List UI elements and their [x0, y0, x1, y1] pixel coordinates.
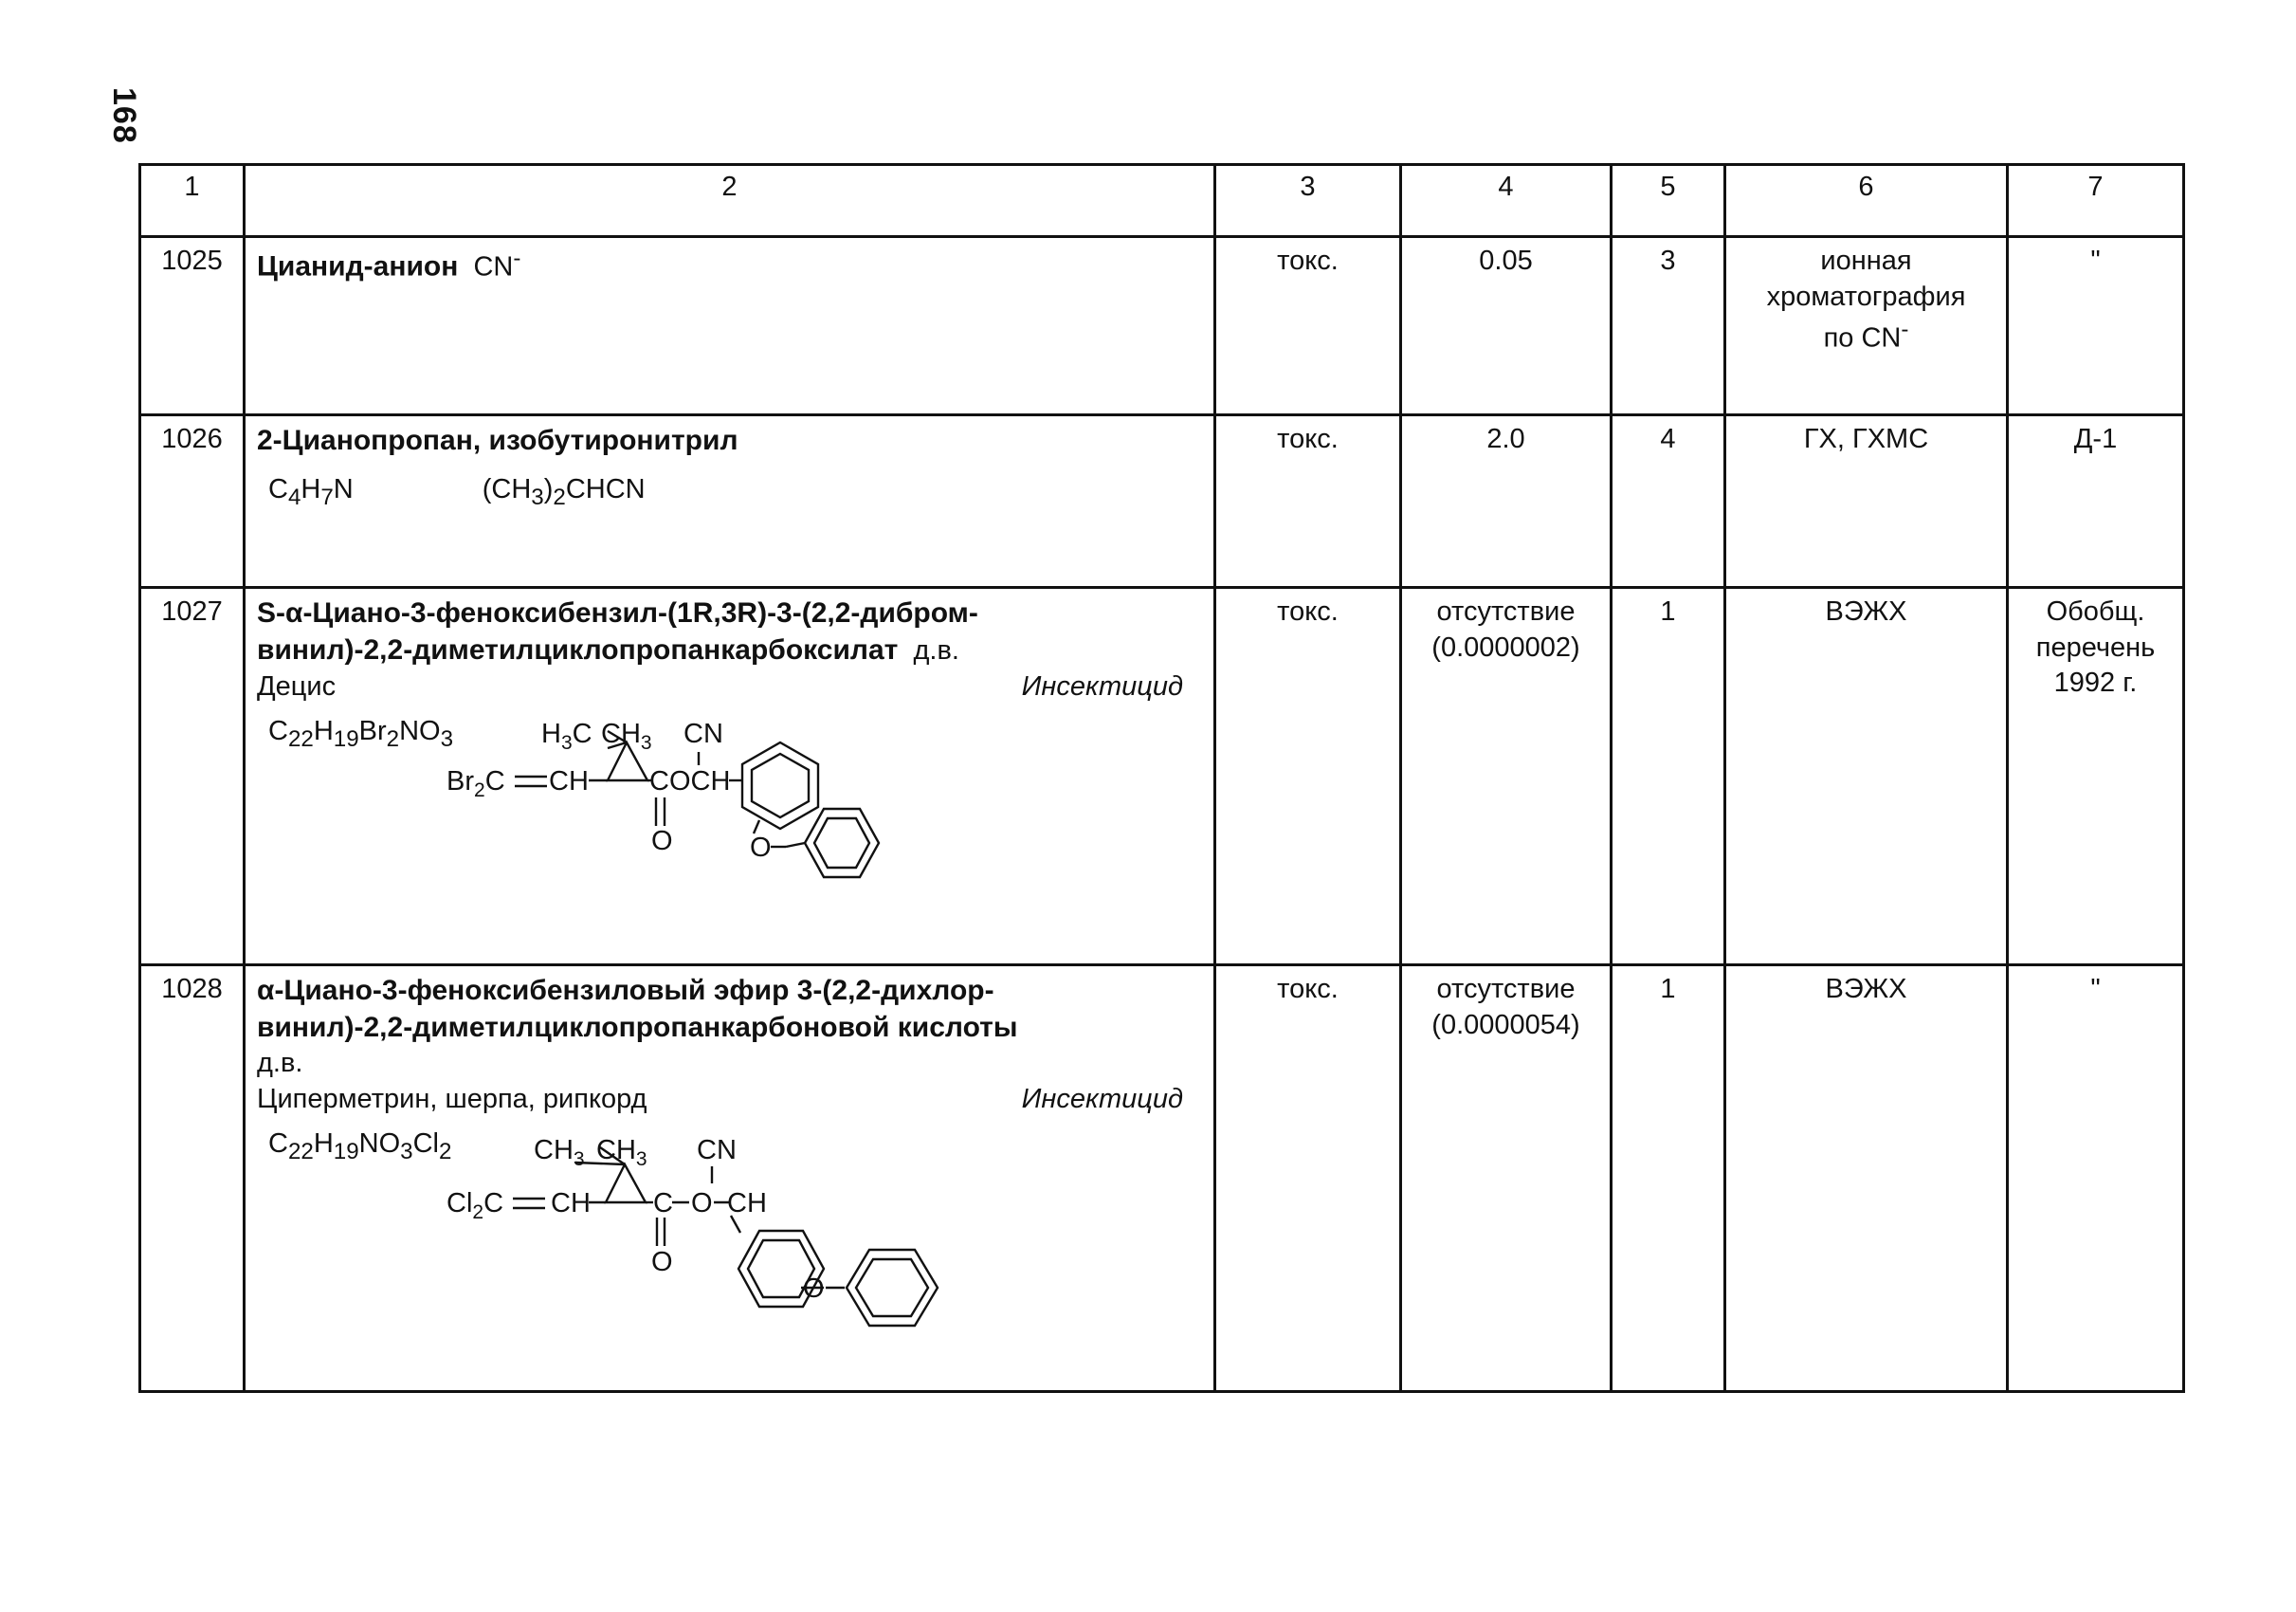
trade-name-row — [257, 1082, 1202, 1118]
method-line-2: хроматография — [1766, 281, 1966, 312]
header-cell-4: 4 — [1401, 165, 1612, 237]
norm-value-cell — [1401, 588, 1612, 965]
trade-name: Децис — [257, 670, 337, 702]
svg-text:CH: CH — [727, 1188, 767, 1219]
substance-cell — [245, 965, 1215, 1392]
substance-name: Цианид-анион — [257, 250, 459, 283]
method-cell: ВЭЖХ — [1725, 588, 2008, 965]
svg-text:CH3: $CH_3$ — [534, 1135, 585, 1171]
table-row-1027 — [140, 588, 2184, 965]
class-cell: 4 — [1612, 415, 1725, 588]
brutto-formula: $C_{22}H_{19}NO_3Cl_2$ — [268, 1128, 452, 1165]
hazard-class-cell: токс. — [1215, 415, 1401, 588]
svg-text:O: O — [750, 833, 772, 864]
substance-name-line-2: винил)-2,2-диметилциклопропанкарбоновой кислоты — [257, 1012, 1018, 1043]
norm-value-line-2: (0.0000054) — [1431, 1009, 1580, 1040]
brutto-formula: $C_{22}H_{19}Br_2NO_3$ — [268, 716, 454, 753]
method-ion: по CN — [1823, 323, 1902, 355]
ion-charge: - — [513, 246, 521, 271]
svg-text:COCH: COCH — [649, 766, 731, 797]
substance-name: 2-Цианопропан, изобутиронитрил — [257, 425, 738, 456]
row-number: 1027 — [140, 588, 245, 965]
method-line-1: ионная — [1820, 246, 1912, 276]
data-table — [138, 163, 2185, 1393]
substance-cell — [245, 588, 1215, 965]
header-cell-5: 5 — [1612, 165, 1725, 237]
method-cell: ГХ, ГХМС — [1725, 415, 2008, 588]
svg-text:Cl2C: $Cl_2C$ — [446, 1188, 504, 1224]
svg-text:CN: CN — [697, 1135, 737, 1166]
svg-text:O: O — [691, 1188, 713, 1219]
ion-formula: CN — [473, 251, 514, 283]
row-number: 1025 — [140, 237, 245, 415]
norm-value-cell — [1401, 965, 1612, 1392]
header-cell-7: 7 — [2008, 165, 2184, 237]
method-cell — [1725, 237, 2008, 415]
svg-text:Br2C: $Br_2C$ — [446, 766, 505, 802]
table-row-1028 — [140, 965, 2184, 1392]
hazard-class-cell: токс. — [1215, 237, 1401, 415]
header-cell-6: 6 — [1725, 165, 2008, 237]
formula-line — [257, 472, 1202, 512]
substance-cell — [245, 415, 1215, 588]
class-cell: 1 — [1612, 965, 1725, 1392]
svg-text:O: O — [803, 1273, 825, 1305]
source-line-2: перечень — [2035, 632, 2156, 663]
svg-text:C: C — [653, 1188, 673, 1219]
svg-text:CH: CH — [549, 766, 589, 797]
header-cell-3: 3 — [1215, 165, 1401, 237]
svg-text:O: O — [651, 826, 673, 857]
hazard-class-cell: токс. — [1215, 965, 1401, 1392]
row-number: 1028 — [140, 965, 245, 1392]
page-number: 168 — [106, 87, 142, 144]
svg-text:CH3: $CH_3$ — [601, 719, 652, 755]
method-ion-charge: - — [1901, 317, 1909, 343]
svg-text:CH: CH — [551, 1188, 591, 1219]
svg-text:O: O — [651, 1247, 673, 1278]
source-line-1: Обобщ. — [2046, 596, 2145, 627]
header-cell-1: 1 — [140, 165, 245, 237]
brutto-formula: $C_4H_7N$ — [268, 474, 354, 510]
trade-name-row — [257, 669, 1202, 705]
header-cell-2: 2 — [245, 165, 1215, 237]
table-row-1025 — [140, 237, 2184, 415]
table-row-1026 — [140, 415, 2184, 588]
structural-formula: $(CH_3)_2CHCN$ — [482, 474, 646, 510]
substance-name-line-1: α-Циано-3-феноксибензиловый эфир 3-(2,2-дихлор- — [257, 975, 994, 1006]
norm-value-line-1: отсутствие — [1436, 974, 1576, 1004]
method-line-3 — [1738, 315, 1995, 357]
source-cell — [2008, 588, 2184, 965]
substance-name-line-1: S-α-Циано-3-феноксибензил-(1R,3R)-3-(2,2-дибром- — [257, 597, 978, 629]
norm-value-line-2: (0.0000002) — [1431, 632, 1580, 663]
active-substance-label: д.в. — [913, 635, 959, 666]
hazard-class-cell: токс. — [1215, 588, 1401, 965]
active-substance-label: д.в. — [257, 1048, 303, 1078]
structure-block — [257, 1127, 1202, 1345]
source-line-3: 1992 г. — [2053, 668, 2138, 699]
class-cell: 3 — [1612, 237, 1725, 415]
trade-name: Циперметрин, шерпа, рипкорд — [257, 1083, 647, 1114]
source-cell: " — [2008, 965, 2184, 1392]
norm-value-cell: 2.0 — [1401, 415, 1612, 588]
norm-value-line-1: отсутствие — [1436, 596, 1576, 627]
usage-label: Инсектицид — [1021, 670, 1183, 702]
row-number: 1026 — [140, 415, 245, 588]
svg-text:H3C: $H_3C$ — [541, 719, 592, 755]
source-cell: " — [2008, 237, 2184, 415]
svg-text:CH3: $CH_3$ — [596, 1135, 647, 1171]
source-cell: Д-1 — [2008, 415, 2184, 588]
svg-text:CN: CN — [683, 719, 723, 750]
cypermethrin-structure — [446, 1127, 1091, 1345]
table-header-row — [140, 165, 2184, 237]
deltamethrin-structure — [446, 714, 1034, 923]
substance-cell — [245, 237, 1215, 415]
method-cell: ВЭЖХ — [1725, 965, 2008, 1392]
substance-name-line-2: винил)-2,2-диметилциклопропанкарбоксилат — [257, 634, 899, 666]
substance-name-line-2-row — [257, 632, 1202, 669]
usage-label: Инсектицид — [1021, 1083, 1183, 1114]
class-cell: 1 — [1612, 588, 1725, 965]
structure-block — [257, 714, 1202, 923]
norm-value-cell: 0.05 — [1401, 237, 1612, 415]
